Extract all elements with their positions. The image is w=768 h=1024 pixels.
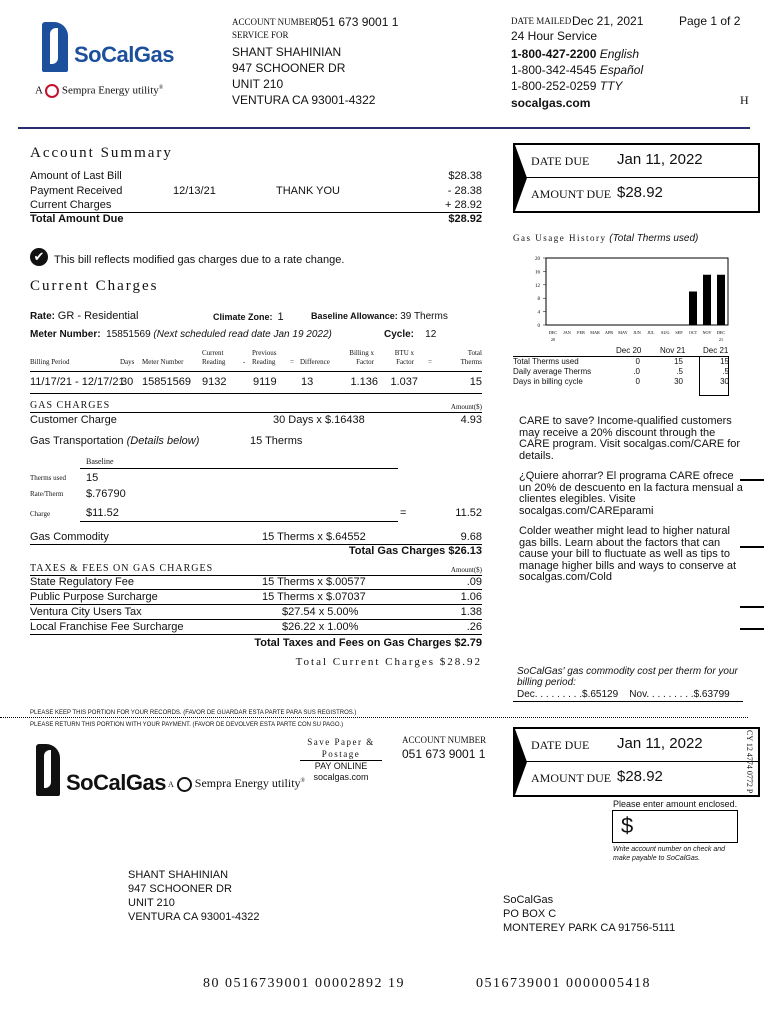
- x-tick-label: JAN: [563, 330, 571, 335]
- date-mailed: Dec 21, 2021: [572, 14, 644, 28]
- date-due-label: DATE DUE: [531, 154, 590, 168]
- account-number: 051 673 9001 1: [315, 15, 399, 29]
- x-tick-label: JUN: [633, 330, 641, 335]
- save-paper-note: Save Paper & Postage: [307, 737, 375, 759]
- sempra-tagline: A Sempra Energy utility®: [35, 84, 164, 97]
- amount-due-label: AMOUNT DUE: [531, 187, 612, 201]
- account-number-label: ACCOUNT NUMBER: [232, 17, 317, 27]
- baseline-allowance: 39 Therms: [400, 311, 448, 322]
- stub-side-code: CY 12 4774 0772 P: [745, 730, 754, 794]
- tax-line-label: Local Franchise Fee Surcharge: [30, 621, 184, 633]
- care-message-es: ¿Quiere ahorrar? El programa CARE ofrece un 20% de descuento en la factura mensual a clientes elegibles. Visite socalgas.com/CAREparami: [519, 470, 743, 517]
- commodity-note: SoCalGas' gas commodity cost per therm for your billing period:: [517, 666, 738, 688]
- taxes-label: TAXES & FEES ON GAS CHARGES: [30, 563, 214, 574]
- x-tick-label: OCT: [688, 330, 698, 335]
- scanline-right: 0516739001 0000005418: [476, 976, 651, 991]
- total-current-charges: Total Current Charges $28.92: [295, 656, 482, 668]
- sempra-icon: [45, 84, 59, 98]
- usage-row: Total Therms used 0 15 15: [513, 357, 729, 366]
- y-tick-label: 8: [537, 297, 540, 303]
- taxes-amount-header: Amount($): [450, 566, 482, 574]
- sempra-icon: [177, 777, 192, 792]
- x-tick-label: NOV: [702, 330, 712, 335]
- margin-mark: [740, 606, 764, 608]
- keep-portion-note: PLEASE KEEP THIS PORTION FOR YOUR RECORDS. (FAVOR DE GUARDAR ESTA PARTE PARA SUS REGISTROS.): [30, 710, 357, 716]
- commodity-amount: 9.68: [460, 531, 482, 543]
- x-tick-label: DEC: [548, 330, 558, 335]
- usage-table: [513, 346, 729, 387]
- tax-line-calc: 15 Therms x $.07037: [262, 591, 366, 603]
- x-tick-label: MAY: [618, 330, 628, 335]
- stub-website-link[interactable]: socalgas.com: [313, 772, 369, 782]
- stub-socalgas-logo: SoCalGas: [36, 742, 176, 802]
- tax-line-label: State Regulatory Fee: [30, 576, 134, 588]
- payment-note: THANK YOU: [276, 185, 340, 197]
- margin-mark: [740, 628, 764, 630]
- checkmark-icon: ✔: [30, 248, 48, 266]
- stub-sempra-tagline: A Sempra Energy utility®: [168, 776, 306, 790]
- x-tick-label: SEP: [675, 330, 683, 335]
- website-link[interactable]: socalgas.com: [511, 96, 591, 110]
- due-box-arrow-icon: [515, 729, 527, 795]
- usage-chart: [528, 250, 738, 350]
- tear-line: [0, 717, 748, 718]
- y-tick-label: 20: [535, 257, 540, 262]
- cold-weather-message: Colder weather might lead to higher natural gas bills. Learn about the factors that can cause your bill to fluctuate as well as tips to manage higher bills and ways to conserve at socalgas.com/Cold: [519, 525, 737, 583]
- reading-row: 11/17/21 - 12/17/21 30 15851569 9132 9119 13 1.136 1.037 15: [30, 376, 482, 388]
- amount-header: Amount($): [450, 403, 482, 411]
- usage-history-title: Gas Usage History (Total Therms used): [513, 233, 699, 244]
- amount-due: $28.92: [617, 184, 663, 201]
- current-charges-label: Current Charges: [30, 199, 112, 211]
- usage-row: Daily average Therms .0 .5 .5: [513, 367, 729, 376]
- due-box: [513, 143, 760, 213]
- account-summary-title: Account Summary: [30, 145, 173, 161]
- usage-bar: [717, 275, 725, 325]
- x-tick-label: APR: [604, 330, 614, 335]
- pay-online[interactable]: PAY ONLINE socalgas.com: [300, 760, 382, 783]
- x-year-label: 21: [718, 337, 724, 342]
- stub-account-number: 051 673 9001 1: [402, 747, 486, 761]
- x-tick-label: MAR: [590, 330, 600, 335]
- rate-value: GR - Residential: [57, 310, 139, 322]
- side-letter: H: [740, 93, 749, 107]
- tax-line-calc: $26.22 x 1.00%: [282, 621, 359, 633]
- x-tick-label: DEC: [716, 330, 726, 335]
- amount-enclosed-input[interactable]: $: [612, 810, 738, 843]
- tax-line-amount: .09: [466, 576, 482, 588]
- enter-amount-note: Please enter amount enclosed.: [613, 799, 738, 809]
- customer-charge-calc: 30 Days x $.16438: [273, 414, 365, 426]
- usage-col-dec21: Dec 21: [703, 346, 729, 355]
- current-charges-amount: + 28.92: [444, 199, 482, 211]
- socalgas-logo: [40, 20, 180, 80]
- stub-account-label: ACCOUNT NUMBER: [402, 735, 487, 745]
- charge-label: Charge: [30, 510, 51, 518]
- service-hours: 24 Hour Service: [511, 29, 598, 43]
- gas-charges-label: GAS CHARGES: [30, 400, 111, 411]
- total-gas-charges: Total Gas Charges $26.13: [348, 545, 482, 557]
- charge: $11.52: [86, 507, 119, 519]
- commodity-prices: Dec. . . . . . . . .$.65129 Nov. . . . . . . . .$.63799: [517, 689, 730, 700]
- service-for-label: SERVICE FOR: [232, 30, 289, 40]
- therms-used-label: Therms used: [30, 474, 66, 482]
- baseline-header: Baseline: [86, 457, 114, 466]
- payment-label: Payment Received: [30, 185, 123, 197]
- margin-mark: [740, 479, 764, 481]
- payment-amount: - 28.38: [447, 185, 482, 197]
- usage-row: Days in billing cycle 0 30 30: [513, 377, 729, 386]
- charge-equals: =: [400, 507, 407, 519]
- usage-col-nov21: Nov 21: [660, 346, 686, 355]
- therms-used: 15: [86, 472, 99, 484]
- tax-line-amount: 1.38: [460, 606, 482, 618]
- remit-address: SoCalGas PO BOX C MONTEREY PARK CA 91756-5111: [503, 894, 676, 934]
- x-tick-label: JUL: [647, 330, 655, 335]
- margin-mark: [740, 546, 764, 548]
- tax-line-calc: 15 Therms x $.00577: [262, 576, 366, 588]
- rate-therm-label: Rate/Therm: [30, 490, 64, 498]
- y-tick-label: 16: [535, 270, 540, 276]
- total-due-label: Total Amount Due: [30, 213, 124, 225]
- stub-customer-address: SHANT SHAHINIAN 947 SCHOONER DR UNIT 210 VENTURA CA 93001-4322: [128, 869, 260, 923]
- return-portion-note: PLEASE RETURN THIS PORTION WITH YOUR PAYMENT. (FAVOR DE DEVOLVER ESTA PARTE CON SU PAGO.): [30, 722, 344, 728]
- commodity-label: Gas Commodity: [30, 531, 109, 543]
- last-bill-label: Amount of Last Bill: [30, 170, 122, 182]
- reading-headers: Billing Period Days Meter Number Current Reading - Previous Reading = Difference Billing x Factor BTU x Factor = Total Therms: [30, 349, 482, 366]
- tax-line-label: Public Purpose Surcharge: [30, 591, 158, 603]
- page-number: Page 1 of 2: [679, 14, 741, 28]
- tax-line-label: Ventura City Users Tax: [30, 606, 142, 618]
- current-charges-title: Current Charges: [30, 278, 159, 294]
- stub-due-box: DATE DUE Jan 11, 2022 AMOUNT DUE $28.92: [513, 727, 760, 797]
- rate-therm: $.76790: [86, 488, 126, 500]
- brand-name: SoCalGas: [74, 42, 174, 67]
- transport-therms: 15 Therms: [250, 435, 303, 447]
- header-divider: [18, 127, 750, 129]
- x-year-label: 20: [550, 337, 556, 342]
- rate-change-notice: This bill reflects modified gas charges due to a rate change.: [54, 254, 345, 266]
- date-mailed-label: DATE MAILED: [511, 16, 572, 26]
- usage-col-dec20: Dec 20: [616, 346, 642, 355]
- tax-line-amount: .26: [466, 621, 482, 633]
- date-due: Jan 11, 2022: [617, 151, 703, 168]
- phone-spanish[interactable]: 1-800-342-4545: [511, 63, 597, 77]
- tax-line-amount: 1.06: [460, 591, 482, 603]
- phone-tty[interactable]: 1-800-252-0259: [511, 79, 597, 93]
- payment-date: 12/13/21: [173, 185, 216, 197]
- x-tick-label: FEB: [577, 330, 585, 335]
- transport-amount: 11.52: [455, 507, 482, 519]
- write-account-note: Write account number on check and make payable to SoCalGas.: [613, 846, 726, 862]
- total-taxes: Total Taxes and Fees on Gas Charges $2.79: [254, 637, 482, 649]
- last-bill-amount: $28.38: [448, 170, 482, 182]
- y-tick-label: 0: [537, 324, 540, 329]
- customer-charge-label: Customer Charge: [30, 414, 117, 426]
- scanline-left: 80 0516739001 00002892 19: [203, 976, 405, 991]
- total-due-amount: $28.92: [448, 213, 482, 225]
- transport-label: Gas Transportation (Details below): [30, 435, 200, 447]
- usage-bar: [689, 292, 697, 326]
- due-box-arrow-icon: [515, 145, 527, 211]
- phone-list: 1-800-427-2200 English 1-800-342-4545 Español 1-800-252-0259 TTY: [511, 47, 644, 93]
- chart-frame: [546, 258, 728, 325]
- commodity-calc: 15 Therms x $.64552: [262, 531, 366, 543]
- care-message-en: CARE to save? Income-qualified customers may receive a 20% discount through the CARE program. Visit socalgas.com/CARE for details.: [519, 415, 741, 462]
- meter-number: 15851569: [106, 329, 151, 340]
- y-tick-label: 12: [535, 283, 540, 289]
- service-address: SHANT SHAHINIAN 947 SCHOONER DR UNIT 210 VENTURA CA 93001-4322: [232, 45, 376, 107]
- y-tick-label: 4: [537, 310, 540, 316]
- tax-line-calc: $27.54 x 5.00%: [282, 606, 359, 618]
- x-tick-label: AUG: [660, 330, 670, 335]
- phone-english[interactable]: 1-800-427-2200: [511, 47, 597, 61]
- climate-zone: 1: [277, 311, 284, 323]
- usage-bar: [703, 275, 711, 325]
- customer-charge-amount: 4.93: [460, 414, 482, 426]
- cycle: 12: [425, 329, 437, 340]
